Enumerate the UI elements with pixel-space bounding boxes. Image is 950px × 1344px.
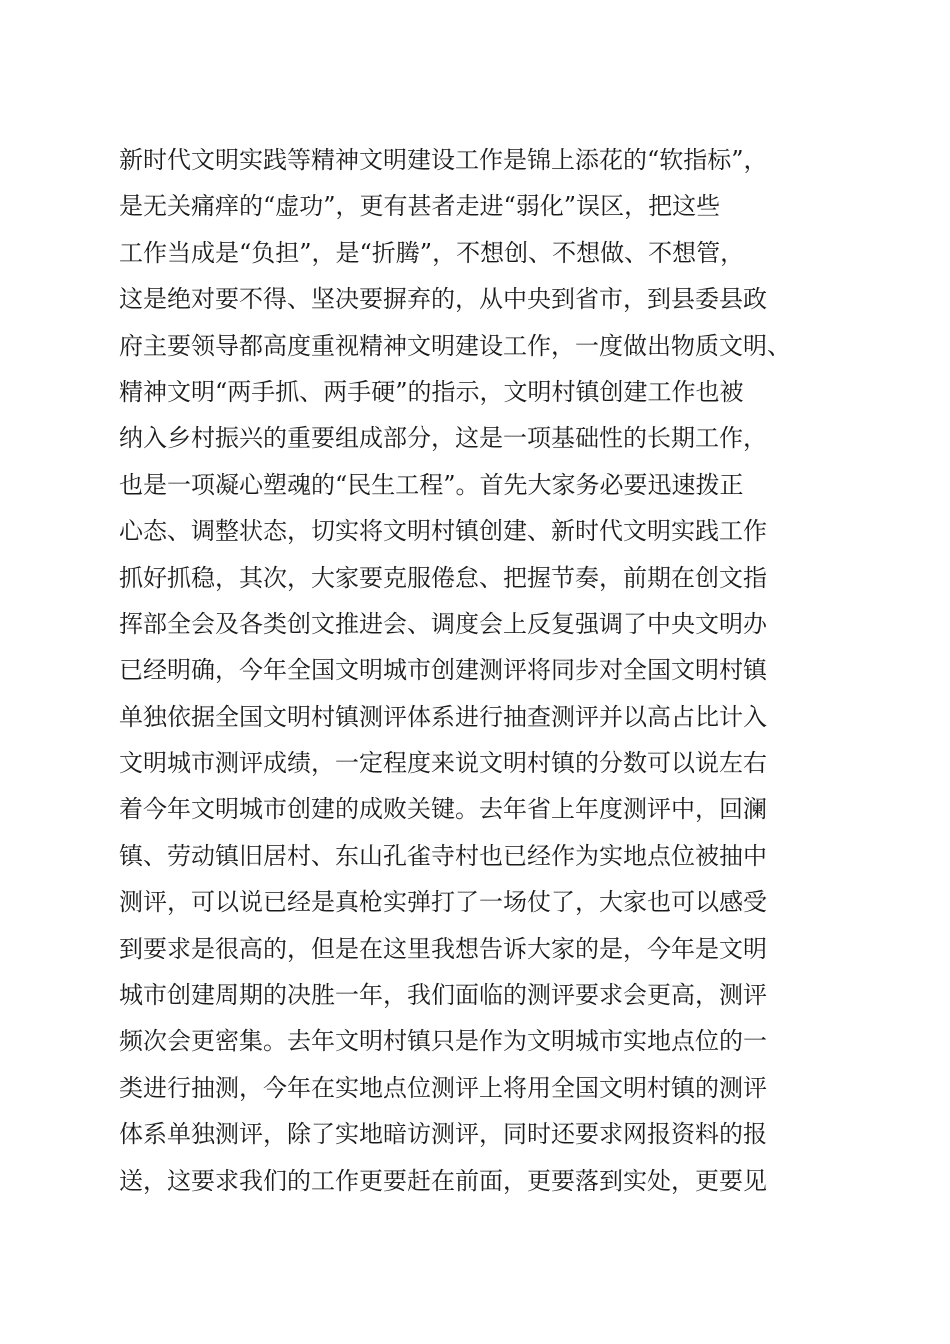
text-line: 也是一项凝心塑魂的“民生工程”。首先大家务必要迅速拨正 xyxy=(119,470,744,499)
text-line: 已经明确，今年全国文明城市创建测评将同步对全国文明村镇 xyxy=(119,656,767,685)
text-line: 测评，可以说已经是真枪实弹打了一场仗了，大家也可以感受 xyxy=(119,888,767,917)
text-line: 镇、劳动镇旧居村、东山孔雀寺村也已经作为实地点位被抽中 xyxy=(119,841,767,870)
text-line: 是无关痛痒的“虚功”，更有甚者走进“弱化”误区，把这些 xyxy=(119,192,721,221)
text-line: 类进行抽测，今年在实地点位测评上将用全国文明村镇的测评 xyxy=(119,1073,767,1102)
text-line: 府主要领导都高度重视精神文明建设工作，一度做出物质文明、 xyxy=(119,331,791,360)
text-line: 单独依据全国文明村镇测评体系进行抽查测评并以高占比计入 xyxy=(119,702,767,731)
text-line: 精神文明“两手抓、两手硬”的指示，文明村镇创建工作也被 xyxy=(119,377,744,406)
text-line: 纳入乡村振兴的重要组成部分，这是一项基础性的长期工作， xyxy=(119,424,767,453)
text-line: 体系单独测评，除了实地暗访测评，同时还要求网报资料的报 xyxy=(119,1120,767,1149)
text-line: 送，这要求我们的工作更要赶在前面，更要落到实处，更要见 xyxy=(119,1166,767,1195)
text-line: 频次会更密集。去年文明村镇只是作为文明城市实地点位的一 xyxy=(119,1027,767,1056)
body-text xyxy=(119,137,859,1204)
text-line: 这是绝对要不得、坚决要摒弃的，从中央到省市，到县委县政 xyxy=(119,285,767,314)
text-line: 到要求是很高的，但是在这里我想告诉大家的是，今年是文明 xyxy=(119,934,767,963)
text-line: 工作当成是“负担”，是“折腾”，不想创、不想做、不想管， xyxy=(119,238,745,267)
text-line: 着今年文明城市创建的成败关键。去年省上年度测评中，回澜 xyxy=(119,795,767,824)
text-line: 城市创建周期的决胜一年，我们面临的测评要求会更高，测评 xyxy=(119,981,767,1010)
text-line: 挥部全会及各类创文推进会、调度会上反复强调了中央文明办 xyxy=(119,609,767,638)
text-line: 文明城市测评成绩，一定程度来说文明村镇的分数可以说左右 xyxy=(119,749,767,778)
text-line: 新时代文明实践等精神文明建设工作是锦上添花的“软指标”， xyxy=(119,146,768,174)
text-line: 心态、调整状态，切实将文明村镇创建、新时代文明实践工作 xyxy=(119,517,767,546)
text-line: 抓好抓稳，其次，大家要克服倦怠、把握节奏，前期在创文指 xyxy=(119,563,767,592)
